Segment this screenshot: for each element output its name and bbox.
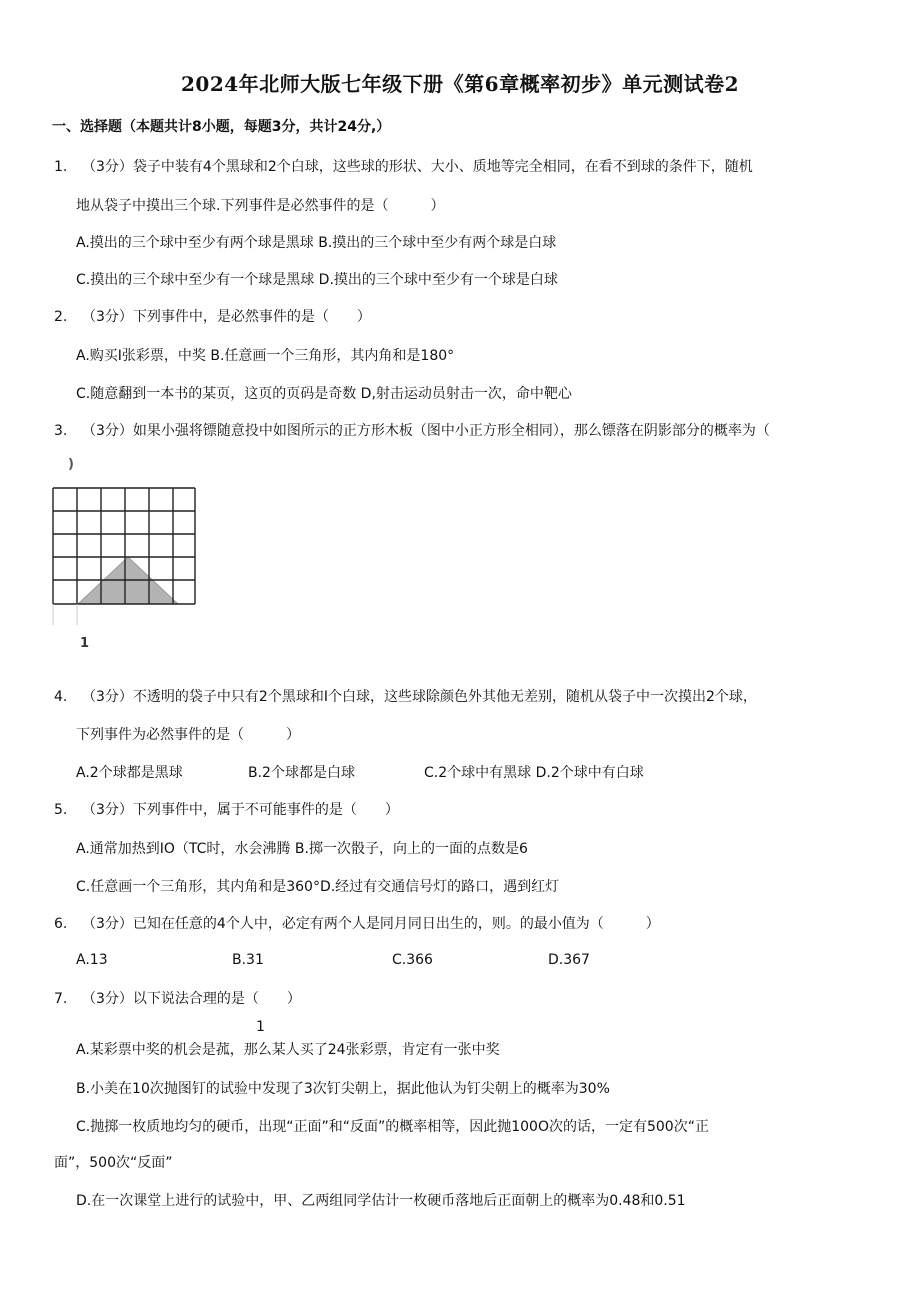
question-1-options-ab: A.摸出的三个球中至少有两个球是黑球 B.摸出的三个球中至少有两个球是白球 [76, 235, 557, 251]
question-stem: （3分）下列事件中，是必然事件的是（ ） [82, 309, 371, 325]
question-stem: （3分）以下说法合理的是（ ） [82, 991, 301, 1007]
section-heading: 一、选择题（本题共计8小题，每题3分，共计24分,） [52, 119, 391, 135]
question-6-option-a: A.13 [76, 952, 108, 968]
question-2-options-ab: A.购买I张彩票，中奖 B.任意画一个三角形，其内角和是180° [76, 348, 455, 364]
question-number: 5. [54, 802, 68, 818]
question-7-option-c: C.抛掷一枚质地均匀的硬币，出现“正面”和“反面”的概率相等，因此抛100O次的话，一定有500次“正 [76, 1119, 709, 1135]
question-5-options-cd: C.任意画一个三角形，其内角和是360°D.经过有交通信号灯的路口，遇到红灯 [76, 879, 560, 895]
question-5-options-ab: A.通常加热到IO（TC时，水会沸腾 B.掷一次骰子，向上的一面的点数是6 [76, 841, 528, 857]
question-stem: （3分）如果小强将镖随意投中如图所示的正方形木板（图中小正方形全相同），那么镖落在阴影部分的概率为（ [82, 423, 770, 439]
question-6-option-d: D.367 [548, 952, 590, 968]
question-1 [54, 156, 753, 176]
question-number: 3. [54, 423, 68, 439]
question-stem: （3分）袋子中装有4个黑球和2个白球，这些球的形状、大小、质地等完全相同，在看不到球的条件下，随机 [82, 159, 753, 175]
question-3-fragment-top: ) [68, 457, 74, 472]
question-number: 6. [54, 916, 68, 932]
question-7-option-b: B.小美在10次抛图钉的试验中发现了3次钉尖朝上，据此他认为钉尖朝上的概率为30% [76, 1081, 610, 1097]
question-stem: （3分）已知在任意的4个人中，必定有两个人是同月同日出生的，则。的最小值为（ ） [82, 916, 660, 932]
question-1-options-cd: C.摸出的三个球中至少有一个球是黑球 D.摸出的三个球中至少有一个球是白球 [76, 272, 558, 288]
question-6-option-c: C.366 [392, 952, 433, 968]
question-4-options-cd: C.2个球中有黑球 D.2个球中有白球 [424, 765, 644, 781]
dartboard-grid-figure [52, 487, 197, 631]
grid-bottom-stubs [53, 604, 77, 625]
question-number: 4. [54, 689, 68, 705]
question-2-options-cd: C.随意翻到一本书的某页，这页的页码是奇数 D,射击运动员射击一次，命中靶心 [76, 386, 572, 402]
question-7-option-a: A.某彩票中奖的机会是菰，那么某人买了24张彩票，肯定有一张中奖 [76, 1042, 500, 1058]
question-4 [54, 686, 757, 706]
question-3 [54, 420, 770, 440]
question-7-option-c-continued: 面”，500次“反面” [54, 1155, 173, 1171]
question-4-stem-continued: 下列事件为必然事件的是（ ） [76, 727, 300, 743]
question-3-fragment-bottom: 1 [80, 636, 90, 651]
question-2 [54, 306, 371, 326]
question-stem: （3分）不透明的袋子中只有2个黑球和I个白球，这些球除颜色外其他无差别，随机从袋子中一次摸出2个球， [82, 689, 757, 705]
question-1-stem-continued: 地从袋子中摸出三个球.下列事件是必然事件的是（ ） [76, 198, 445, 214]
question-6 [54, 913, 660, 933]
question-7-option-d: D.在一次课堂上进行的试验中，甲、乙两组同学估计一枚硬币落地后正面朝上的概率为0.48和0.51 [76, 1193, 686, 1209]
fraction-numerator: 1 [256, 1019, 265, 1035]
question-5 [54, 799, 399, 819]
question-7 [54, 988, 301, 1008]
question-4-option-a: A.2个球都是黑球 [76, 765, 183, 781]
question-stem: （3分）下列事件中，属于不可能事件的是（ ） [82, 802, 399, 818]
question-number: 1. [54, 159, 68, 175]
question-6-option-b: B.31 [232, 952, 264, 968]
question-4-option-b: B.2个球都是白球 [248, 765, 355, 781]
page-title: 2024年北师大版七年级下册《第6章概率初步》单元测试卷2 [181, 72, 739, 96]
question-number: 7. [54, 991, 68, 1007]
question-number: 2. [54, 309, 68, 325]
